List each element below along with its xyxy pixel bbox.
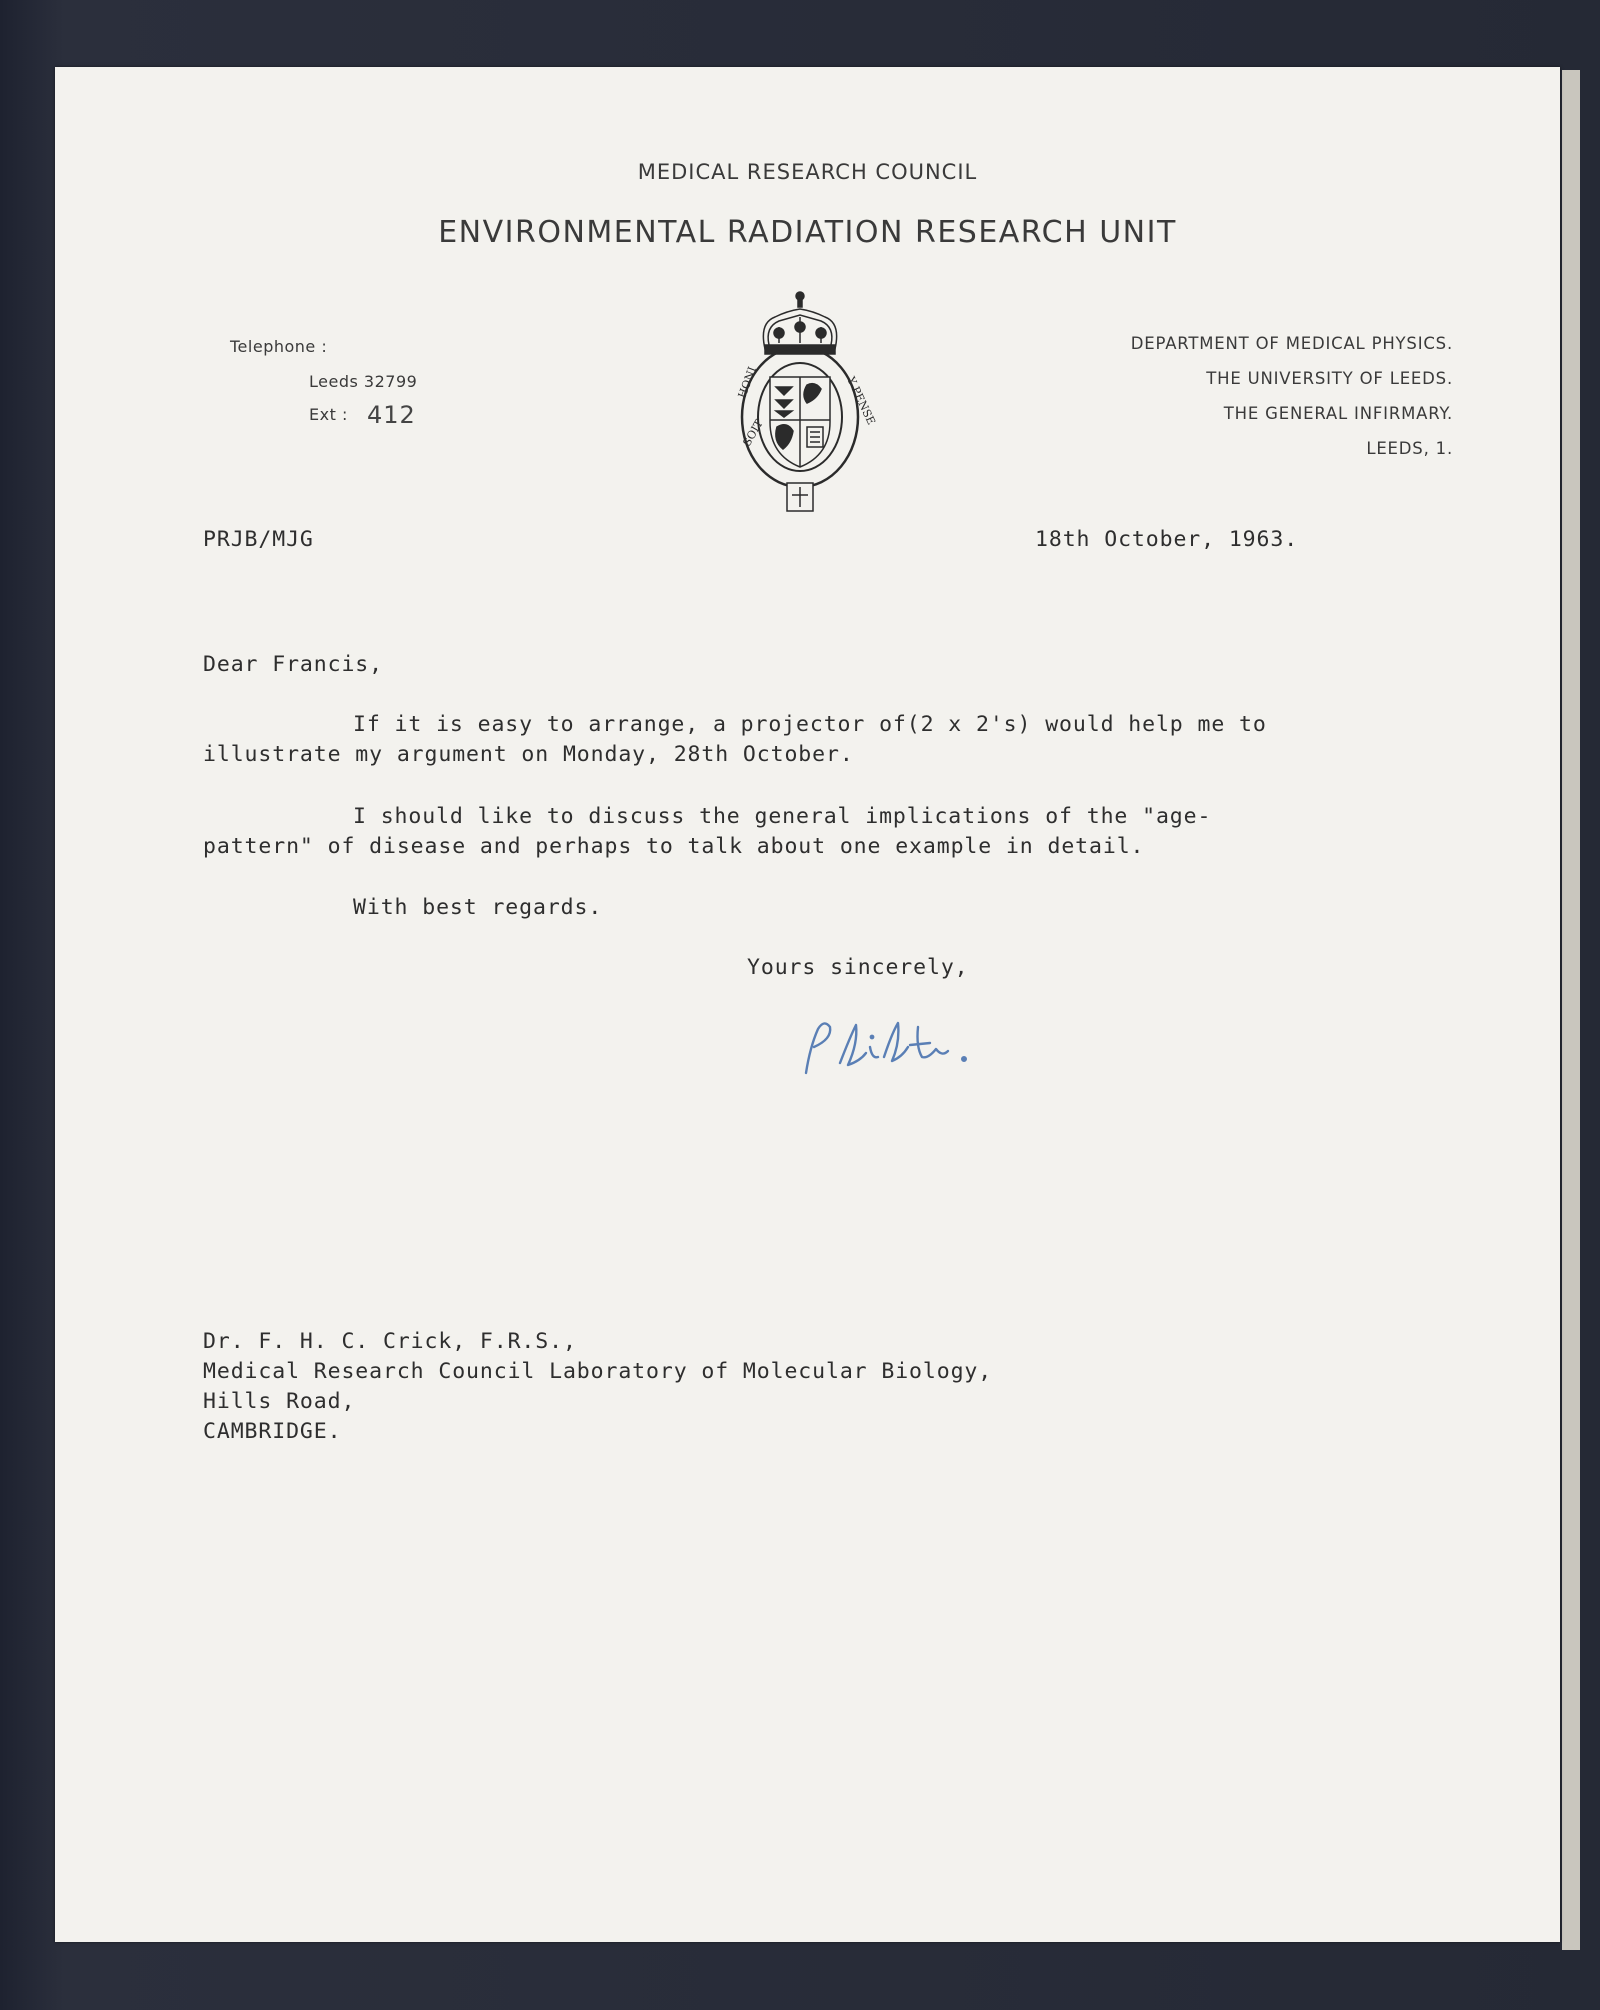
recipient-line-city: CAMBRIDGE. [203,1419,342,1444]
svg-text:HONI: HONI [735,364,759,401]
paragraph-2-line-2: pattern" of disease and perhaps to talk about one example in detail. [203,834,1145,859]
svg-text:Y PENSE: Y PENSE [844,374,878,427]
reference-code: PRJB/MJG [203,527,314,552]
paragraph-2-line-1: I should like to discuss the general implications of the "age- [353,804,1212,829]
organization-name: MEDICAL RESEARCH COUNCIL [637,160,978,184]
address-line-city: LEEDS, 1. [1366,439,1453,458]
royal-crest-icon [735,287,878,537]
unit-name: ENVIRONMENTAL RADIATION RESEARCH UNIT [438,215,1177,250]
svg-text:SOIT: SOIT [740,417,766,449]
recipient-line-street: Hills Road, [203,1389,356,1414]
extension-label: Ext : [309,405,348,424]
paragraph-1-line-2: illustrate my argument on Monday, 28th October. [203,742,854,767]
handwritten-signature [788,1007,978,1087]
address-line-university: THE UNIVERSITY OF LEEDS. [1206,369,1453,388]
address-line-department: DEPARTMENT OF MEDICAL PHYSICS. [1130,334,1453,353]
page-edge-strip [1562,70,1580,1950]
closing: Yours sincerely, [747,955,969,980]
recipient-line-name: Dr. F. H. C. Crick, F.R.S., [203,1329,577,1354]
salutation: Dear Francis, [203,652,383,677]
paragraph-1-line-1: If it is easy to arrange, a projector of(2 x 2's) would help me to [353,712,1267,737]
recipient-line-institution: Medical Research Council Laboratory of Molecular Biology, [203,1359,993,1384]
extension-number-handwritten: 412 [367,401,416,429]
paragraph-3: With best regards. [353,895,603,920]
address-line-infirmary: THE GENERAL INFIRMARY. [1223,404,1453,423]
letter-date: 18th October, 1963. [1035,527,1299,552]
letter-page [55,67,1560,1942]
telephone-number: Leeds 32799 [309,372,418,391]
telephone-label: Telephone : [230,337,328,356]
